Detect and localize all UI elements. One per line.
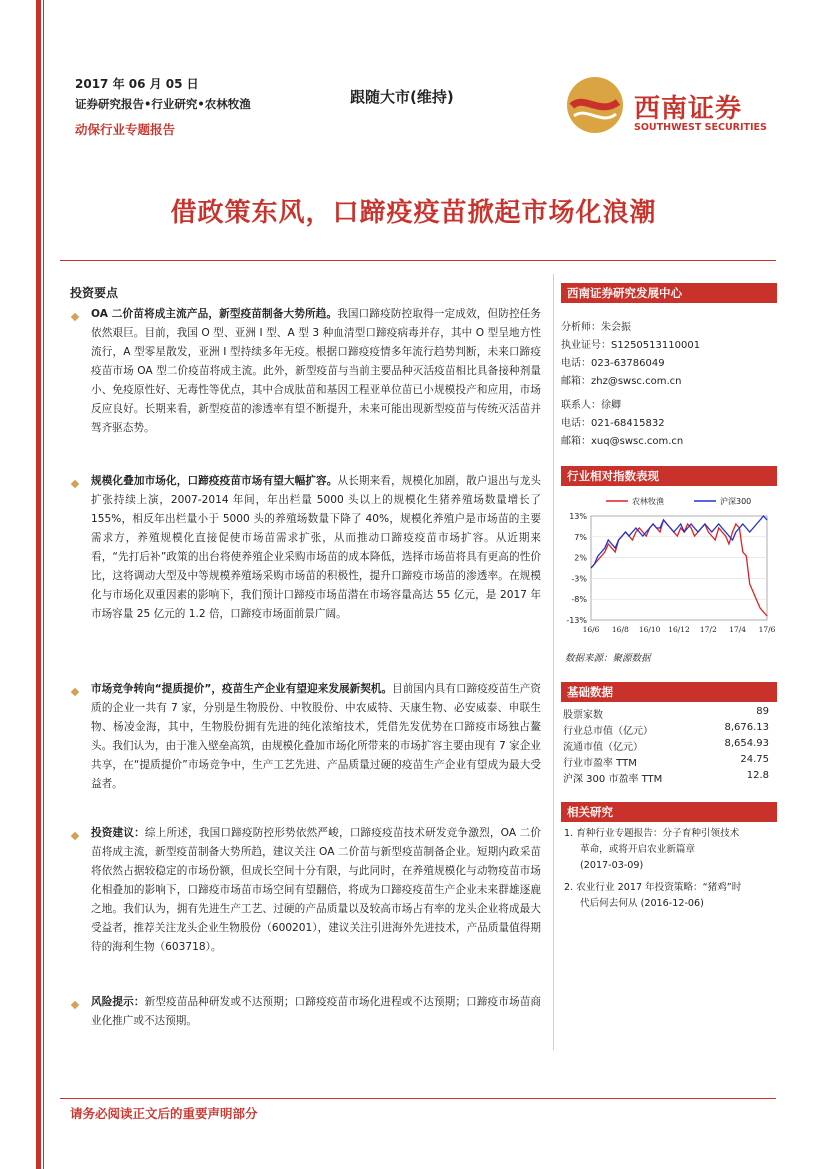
point-lead: 投资建议： — [91, 827, 145, 839]
summary-point — [91, 993, 541, 1031]
disclaimer-note: 请务必阅读正文后的重要声明部分 — [70, 1106, 258, 1121]
contact-person: 联系人：徐卿 — [561, 400, 621, 411]
divider — [60, 260, 776, 261]
chart-source: 数据来源：聚源数据 — [565, 653, 651, 664]
logo-icon — [566, 76, 624, 134]
basic-value: 8,654.93 — [724, 738, 769, 749]
contact-phone: 电话：021-68415832 — [561, 418, 665, 429]
analyst-phone: 电话：023-63786049 — [561, 358, 665, 369]
relative-index-chart — [561, 492, 775, 652]
logo-text-en: SOUTHWEST SECURITIES — [634, 122, 767, 133]
point-body: 新型疫苗品种研发或不达预期；口蹄疫疫苗市场化进程或不达预期；口蹄疫市场苗商业化推广或不达预期。 — [91, 996, 542, 1027]
left-accent-line — [43, 0, 44, 1169]
summary-point — [91, 824, 541, 957]
research-center-heading: 西南证券研究发展中心 — [561, 283, 777, 303]
related-item[interactable] — [564, 826, 776, 874]
related-line: 1. 育种行业专题报告：分子育种引领技术 — [564, 828, 740, 839]
basic-label: 行业市盈率 TTM — [563, 758, 637, 769]
related-line: 代后何去何从 (2016-12-06) — [580, 898, 704, 909]
point-body: 目前国内具有口蹄疫疫苗生产资质的企业一共有 7 家，分别是生物股份、中牧股份、中农威特、天康生物、必安威泰、申联生物、杨凌金海，其中，生物股份拥有先进的纯化浓缩技术，凭借先发优势在口蹄疫市场独占鳌头。我们认为，由于准入壁垒高筑，由规模化叠加市场化所带来的市场扩容主要由现有 7 家企业共享，在“提质提价”市场竞争中，生产工艺先进、产品质量过硬的疫苗生产企业有望成为最大受益者。 — [91, 683, 541, 790]
x-tick-label: 16/12 — [668, 625, 690, 634]
basic-label: 沪深 300 市盈率 TTM — [563, 774, 663, 785]
contact-email[interactable]: 邮箱：xuq@swsc.com.cn — [561, 436, 684, 447]
basic-value: 24.75 — [740, 754, 769, 765]
point-lead: 规模化叠加市场化，口蹄疫疫苗市场有望大幅扩容。 — [91, 475, 338, 487]
summary-point — [91, 305, 541, 438]
analyst: 分析师：朱会振 — [561, 322, 631, 333]
x-tick-label: 17/2 — [699, 625, 717, 634]
y-tick-label: 7% — [574, 532, 587, 542]
y-tick-label: -3% — [571, 574, 587, 584]
point-body: 综上所述，我国口蹄疫防控形势依然严峻，口蹄疫疫苗技术研发竞争激烈，OA 二价苗将成主流，新型疫苗制备大势所趋，建议关注 OA 二价苗与新型疫苗制备企业。短期内政采苗将依然占据较稳定的市场份额，但成长空间十分有限，与此同时，在养殖规模化与动物疫苗市场化相叠加的影响下，口蹄疫市场苗市场空间有望翻倍，将成为口蹄疫疫苗生产企业未来群雄逐鹿之地。我们认为，拥有先进生产工艺、过硬的产品质量以及较高市场占有率的龙头企业将成最大受益者，推荐关注龙头企业生物股份（600201），建议关注引进海外先进技术，产品质量值得期待的海利生物（603718）。 — [91, 827, 541, 953]
license-number: 执业证号：S1250513110001 — [561, 340, 701, 351]
summary-point — [91, 472, 541, 624]
report-category: 证券研究报告•行业研究•农林牧渔 — [75, 97, 251, 111]
column-divider — [553, 274, 554, 1050]
basic-value: 8,676.13 — [724, 722, 769, 733]
point-lead: 风险提示： — [91, 996, 145, 1008]
bullet-icon — [71, 832, 79, 840]
basic-value: 12.8 — [746, 770, 769, 781]
y-tick-label: -8% — [571, 595, 587, 605]
legend-label: 农林牧渔 — [632, 497, 664, 506]
point-body: 从长期来看，规模化加剧，散户退出与龙头扩张持续上演，2007-2014 年间，年出栏量 5000 头以上的规模化生猪养殖场数量增长了 155%，相反年出栏量小于 5000 头的养殖场数量下降了 40%，规模化养殖户是市场苗的主要需求方，养殖规模化直接促使市场苗需求扩张，从而推动口蹄疫疫苗市场扩容。从近期来看，“先打后补”政策的出台将使养殖企业采购市场苗的成本降低，选择市场苗将具有更高的性价比，这将调动大型及中等规模养殖场采购市场苗的积极性，提升口蹄疫市场苗的渗透率。在规模化与市场化双重因素的影响下，我们预计口蹄疫市场苗潜在市场容量高达 55 亿元，是 2017 年市场容量 25 亿元的 1.2 倍，口蹄疫市场面前景广阔。 — [91, 475, 542, 620]
basic-label: 流通市值（亿元） — [563, 742, 643, 753]
basic-label: 行业总市值（亿元） — [563, 726, 653, 737]
logo-text-cn: 西南证券 — [634, 94, 743, 124]
index-heading: 行业相对指数表现 — [561, 466, 777, 486]
y-tick-label: 2% — [574, 553, 587, 563]
x-tick-label: 17/4 — [729, 625, 747, 634]
summary-heading: 投资要点 — [70, 286, 119, 300]
point-lead: 市场竞争转向“提质提价”，疫苗生产企业有望迎来发展新契机。 — [91, 683, 393, 695]
related-line: 2. 农业行业 2017 年投资策略：“猪鸡”时 — [564, 882, 742, 893]
x-tick-label: 16/8 — [611, 625, 629, 634]
basic-data-row — [563, 738, 769, 753]
related-date: (2017-03-09) — [580, 860, 644, 871]
related-line: 革命，或将开启农业新篇章 — [580, 844, 696, 855]
y-tick-label: 13% — [569, 512, 587, 521]
bullet-icon — [71, 313, 79, 321]
basic-value: 89 — [756, 706, 769, 717]
x-tick-label: 16/6 — [582, 625, 600, 634]
rating: 跟随大市(维持) — [350, 88, 454, 106]
x-tick-label: 16/10 — [638, 625, 661, 634]
report-date: 2017 年 06 月 05 日 — [75, 77, 199, 91]
bullet-icon — [71, 688, 79, 696]
legend-label: 沪深300 — [720, 497, 752, 506]
basic-data-row — [563, 706, 769, 721]
summary-point — [91, 680, 541, 794]
basic-data-row — [563, 722, 769, 737]
bullet-icon — [71, 480, 79, 488]
related-research-heading: 相关研究 — [561, 802, 777, 822]
related-item[interactable] — [564, 880, 776, 912]
y-tick-label: -13% — [566, 616, 587, 625]
left-accent-bar — [36, 0, 41, 1169]
report-subcategory: 动保行业专题报告 — [75, 122, 176, 137]
analyst-email[interactable]: 邮箱：zhz@swsc.com.cn — [561, 376, 682, 387]
footer-divider — [60, 1098, 776, 1099]
report-title: 借政策东风，口蹄疫疫苗掀起市场化浪潮 — [170, 198, 657, 228]
basic-data-heading: 基础数据 — [561, 682, 777, 702]
basic-label: 股票家数 — [563, 710, 603, 721]
basic-data-row — [563, 770, 769, 785]
basic-data-row — [563, 754, 769, 769]
point-body: 我国口蹄疫防控取得一定成效，但防控任务依然艰巨。目前，我国 O 型、亚洲 I 型、A 型 3 种血清型口蹄疫病毒并存，其中 O 型呈地方性流行，A 型零星散发，亚洲 I 型持续多年无疫。根据口蹄疫疫情多年流行趋势判断，未来口蹄疫疫苗市场 OA 型二价疫苗将成主流。此外，新型疫苗与当前主要品种灭活疫苗相比具备接种剂量小、免疫原性好、无毒性等优点，其中合成肽苗和基因工程亚单位苗已小规模投产和应用，市场反应良好。长期来看，新型疫苗的渗透率有望不断提升，未来可能出现新型疫苗与传统灭活苗并驾齐驱态势。 — [91, 308, 542, 434]
series-line — [591, 516, 767, 568]
bullet-icon — [71, 1001, 79, 1009]
series-line — [591, 520, 767, 616]
x-tick-label: 17/6 — [758, 625, 775, 634]
point-lead: OA 二价苗将成主流产品，新型疫苗制备大势所趋。 — [91, 308, 338, 320]
